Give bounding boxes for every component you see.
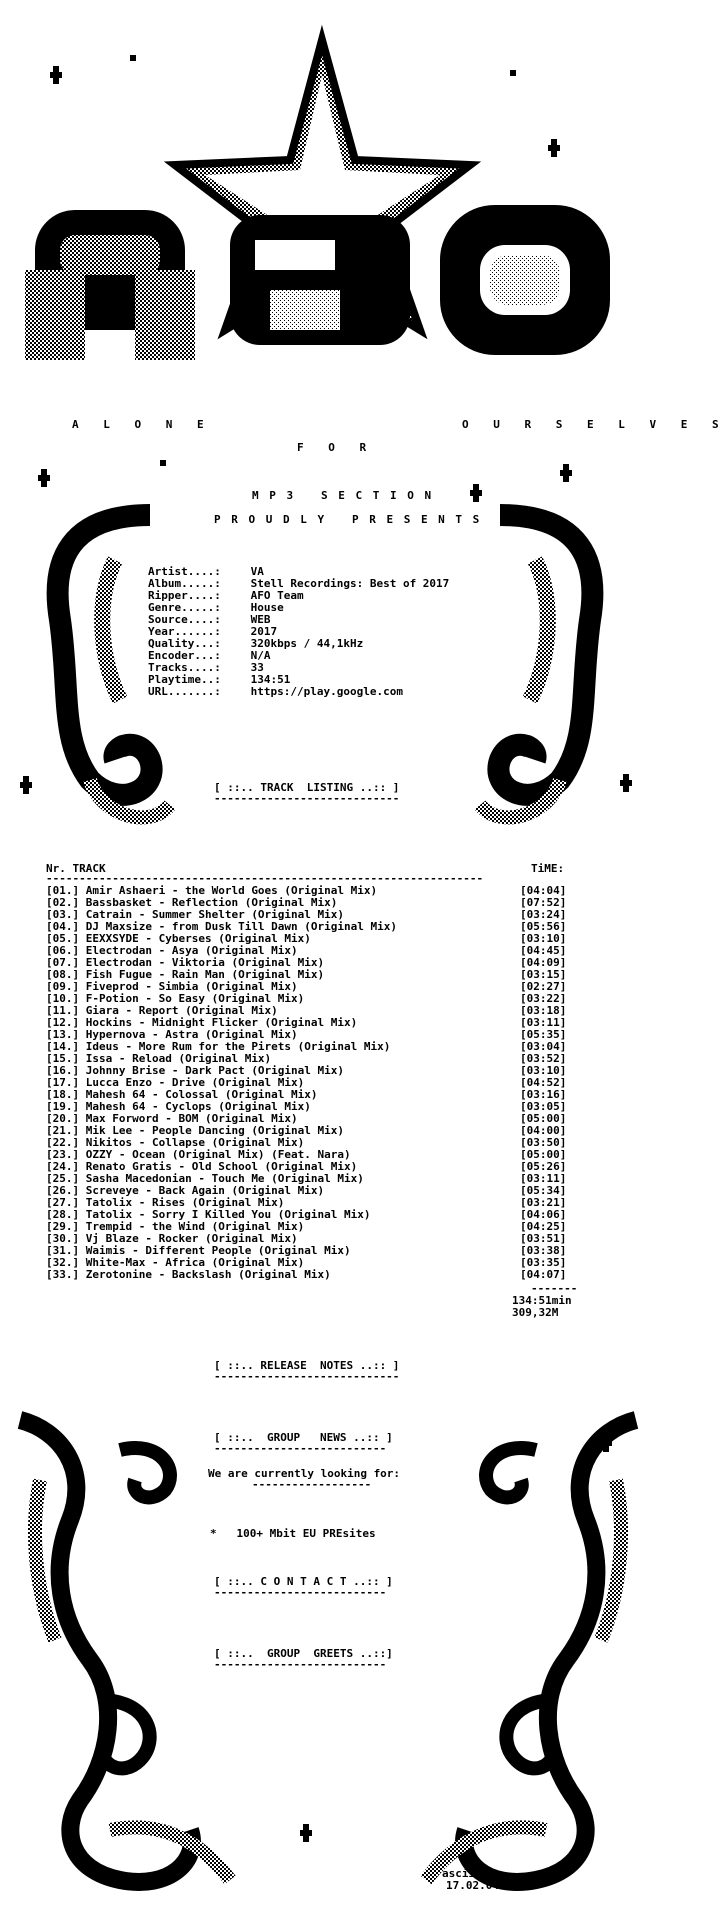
looking-for-underline: ------------------ bbox=[252, 1478, 372, 1491]
col-nr-track: Nr. TRACK bbox=[46, 862, 106, 875]
track-time: [04:09] bbox=[520, 956, 567, 969]
track-number: [31.] bbox=[46, 1244, 80, 1257]
track-time: [05:35] bbox=[520, 1028, 567, 1041]
track-name: Max Forword - BOM (Original Mix) bbox=[85, 1112, 298, 1125]
info-value: VA bbox=[250, 565, 264, 578]
art-date: 17.02.04 bbox=[446, 1879, 499, 1892]
track-number: [08.] bbox=[46, 968, 80, 981]
track-number: [26.] bbox=[46, 1184, 80, 1197]
total-size: 309,32M bbox=[512, 1306, 559, 1319]
track-number: [01.] bbox=[46, 884, 80, 897]
track-number: [10.] bbox=[46, 992, 80, 1005]
table-row bbox=[46, 1269, 580, 1281]
news-item-presites: * 100+ Mbit EU PREsites bbox=[210, 1527, 376, 1540]
track-time: [03:10] bbox=[520, 932, 567, 945]
track-time: [03:18] bbox=[520, 1004, 567, 1017]
track-name: Waimis - Different People (Original Mix) bbox=[85, 1244, 351, 1257]
info-value: 134:51 bbox=[250, 673, 291, 686]
track-time: [03:15] bbox=[520, 968, 567, 981]
track-listing-heading: [ ::.. TRACK LISTING ..:: ] bbox=[214, 781, 400, 794]
info-value: 320kbps / 44,1kHz bbox=[250, 637, 364, 650]
track-name: EEXXSYDE - Cyberses (Original Mix) bbox=[85, 932, 311, 945]
track-name: OZZY - Ocean (Original Mix) (Feat. Nara) bbox=[85, 1148, 351, 1161]
track-time: [04:45] bbox=[520, 944, 567, 957]
track-number: [28.] bbox=[46, 1208, 80, 1221]
track-number: [03.] bbox=[46, 908, 80, 921]
track-time: [03:51] bbox=[520, 1232, 567, 1245]
info-value: N/A bbox=[250, 649, 271, 662]
track-name: Catrain - Summer Shelter (Original Mix) bbox=[85, 908, 345, 921]
track-name: Sasha Macedonian - Touch Me (Original Mix) bbox=[85, 1172, 364, 1185]
track-name: Giara - Report (Original Mix) bbox=[85, 1004, 278, 1017]
group-news-heading: [ ::.. GROUP NEWS ..:: ] bbox=[214, 1431, 393, 1444]
track-time: [03:38] bbox=[520, 1244, 567, 1257]
track-number: [32.] bbox=[46, 1256, 80, 1269]
track-name: DJ Maxsize - from Dusk Till Dawn (Original Mix) bbox=[85, 920, 398, 933]
track-number: [25.] bbox=[46, 1172, 80, 1185]
track-number: [16.] bbox=[46, 1064, 80, 1077]
info-key: Source....: bbox=[148, 613, 221, 626]
info-value: WEB bbox=[250, 613, 271, 626]
afo-letters bbox=[25, 205, 610, 360]
track-time: [04:25] bbox=[520, 1220, 567, 1233]
track-name: White-Max - Africa (Original Mix) bbox=[85, 1256, 305, 1269]
track-number: [17.] bbox=[46, 1076, 80, 1089]
track-name: Tatolix - Sorry I Killed You (Original Mix) bbox=[85, 1208, 371, 1221]
track-number: [23.] bbox=[46, 1148, 80, 1161]
release-info bbox=[148, 566, 449, 698]
info-row bbox=[148, 686, 449, 698]
track-number: [13.] bbox=[46, 1028, 80, 1041]
track-name: Johnny Brise - Dark Pact (Original Mix) bbox=[85, 1064, 345, 1077]
track-number: [04.] bbox=[46, 920, 80, 933]
track-name: Lucca Enzo - Drive (Original Mix) bbox=[85, 1076, 305, 1089]
track-name: Trempid - the Wind (Original Mix) bbox=[85, 1220, 305, 1233]
info-value: House bbox=[250, 601, 284, 614]
track-time: [04:00] bbox=[520, 1124, 567, 1137]
info-key: Year......: bbox=[148, 625, 221, 638]
track-name: Ideus - More Rum for the Pirets (Original Mix) bbox=[85, 1040, 391, 1053]
track-time: [03:24] bbox=[520, 908, 567, 921]
track-number: [33.] bbox=[46, 1268, 80, 1281]
track-time: [04:06] bbox=[520, 1208, 567, 1221]
track-time: [03:04] bbox=[520, 1040, 567, 1053]
logo-word-alone: A L O N E bbox=[72, 418, 213, 431]
track-name: Issa - Reload (Original Mix) bbox=[85, 1052, 272, 1065]
track-time: [03:50] bbox=[520, 1136, 567, 1149]
logo-word-ourselves: O U R S E L V E S bbox=[462, 418, 728, 431]
info-value: AFO Team bbox=[250, 589, 304, 602]
track-name: Zerotonine - Backslash (Original Mix) bbox=[85, 1268, 331, 1281]
track-name: Electrodan - Viktoria (Original Mix) bbox=[85, 956, 325, 969]
track-time: [03:11] bbox=[520, 1172, 567, 1185]
track-name: Electrodan - Asya (Original Mix) bbox=[85, 944, 298, 957]
track-time: [03:52] bbox=[520, 1052, 567, 1065]
info-key: Genre.....: bbox=[148, 601, 221, 614]
ascii-credit: ascii.afo bbox=[442, 1867, 502, 1880]
track-name: Tatolix - Rises (Original Mix) bbox=[85, 1196, 285, 1209]
info-key: Album.....: bbox=[148, 577, 221, 590]
info-key: URL.......: bbox=[148, 685, 221, 698]
info-value: 33 bbox=[250, 661, 264, 674]
info-key: Quality...: bbox=[148, 637, 221, 650]
track-number: [20.] bbox=[46, 1112, 80, 1125]
release-notes-heading: [ ::.. RELEASE NOTES ..:: ] bbox=[214, 1359, 400, 1372]
track-number: [30.] bbox=[46, 1232, 80, 1245]
col-time: TiME: bbox=[531, 862, 565, 875]
track-table bbox=[46, 885, 580, 1281]
track-name: Mahesh 64 - Cyclops (Original Mix) bbox=[85, 1100, 311, 1113]
table-rule: ------------------------------------------------------------------ bbox=[46, 872, 484, 885]
contact-underline: -------------------------- bbox=[214, 1586, 387, 1599]
track-number: [19.] bbox=[46, 1100, 80, 1113]
track-time: [05:34] bbox=[520, 1184, 567, 1197]
track-number: [24.] bbox=[46, 1160, 80, 1173]
info-value: Stell Recordings: Best of 2017 bbox=[250, 577, 450, 590]
track-name: Vj Blaze - Rocker (Original Mix) bbox=[85, 1232, 298, 1245]
info-key: Playtime..: bbox=[148, 673, 221, 686]
info-key: Tracks....: bbox=[148, 661, 221, 674]
track-number: [11.] bbox=[46, 1004, 80, 1017]
track-time: [03:22] bbox=[520, 992, 567, 1005]
info-key: Ripper....: bbox=[148, 589, 221, 602]
track-time: [03:35] bbox=[520, 1256, 567, 1269]
group-news-underline: -------------------------- bbox=[214, 1442, 387, 1455]
track-number: [06.] bbox=[46, 944, 80, 957]
track-name: Fiveprod - Simbia (Original Mix) bbox=[85, 980, 298, 993]
total-rule: ------- bbox=[531, 1282, 578, 1295]
track-number: [21.] bbox=[46, 1124, 80, 1137]
track-title bbox=[46, 1269, 520, 1281]
track-name: Nikitos - Collapse (Original Mix) bbox=[85, 1136, 305, 1149]
greets-underline: -------------------------- bbox=[214, 1658, 387, 1671]
track-number: [14.] bbox=[46, 1040, 80, 1053]
track-name: Bassbasket - Reflection (Original Mix) bbox=[85, 896, 338, 909]
track-number: [22.] bbox=[46, 1136, 80, 1149]
contact-heading: [ ::.. C O N T A C T ..:: ] bbox=[214, 1575, 393, 1588]
presents-title: P R O U D L Y P R E S E N T S bbox=[214, 513, 482, 526]
track-number: [07.] bbox=[46, 956, 80, 969]
track-name: Fish Fugue - Rain Man (Original Mix) bbox=[85, 968, 325, 981]
track-number: [18.] bbox=[46, 1088, 80, 1101]
track-name: Amir Ashaeri - the World Goes (Original Mix) bbox=[85, 884, 378, 897]
info-value: 2017 bbox=[250, 625, 278, 638]
track-name: Mik Lee - People Dancing (Original Mix) bbox=[85, 1124, 345, 1137]
total-time: 134:51min bbox=[512, 1294, 572, 1307]
track-time: [02:27] bbox=[520, 980, 567, 993]
track-listing-underline: ---------------------------- bbox=[214, 792, 400, 805]
track-name: Screveye - Back Again (Original Mix) bbox=[85, 1184, 325, 1197]
track-time: [05:56] bbox=[520, 920, 567, 933]
track-number: [15.] bbox=[46, 1052, 80, 1065]
track-time: [05:26] bbox=[520, 1160, 567, 1173]
track-number: [05.] bbox=[46, 932, 80, 945]
track-time: [03:16] bbox=[520, 1088, 567, 1101]
track-time: [03:21] bbox=[520, 1196, 567, 1209]
track-time: [03:10] bbox=[520, 1064, 567, 1077]
info-key: Artist....: bbox=[148, 565, 221, 578]
looking-for-text: We are currently looking for: bbox=[208, 1467, 401, 1480]
track-time: [04:07] bbox=[520, 1268, 567, 1281]
logo-word-for: F O R bbox=[297, 441, 376, 454]
track-time: [03:05] bbox=[520, 1100, 567, 1113]
track-time: [05:00] bbox=[520, 1148, 567, 1161]
info-key: Encoder...: bbox=[148, 649, 221, 662]
track-number: [27.] bbox=[46, 1196, 80, 1209]
release-notes-underline: ---------------------------- bbox=[214, 1370, 400, 1383]
greets-heading: [ ::.. GROUP GREETS ..::] bbox=[214, 1647, 393, 1660]
track-time: [04:52] bbox=[520, 1076, 567, 1089]
track-time: [07:52] bbox=[520, 896, 567, 909]
track-name: Mahesh 64 - Colossal (Original Mix) bbox=[85, 1088, 318, 1101]
track-name: Renato Gratis - Old School (Original Mix) bbox=[85, 1160, 358, 1173]
track-number: [09.] bbox=[46, 980, 80, 993]
track-time: [03:11] bbox=[520, 1016, 567, 1029]
track-number: [02.] bbox=[46, 896, 80, 909]
track-time: [04:04] bbox=[520, 884, 567, 897]
track-name: Hockins - Midnight Flicker (Original Mix) bbox=[85, 1016, 358, 1029]
track-name: Hypernova - Astra (Original Mix) bbox=[85, 1028, 298, 1041]
section-title: M P 3 S E C T I O N bbox=[252, 489, 434, 502]
track-number: [29.] bbox=[46, 1220, 80, 1233]
info-value: https://play.google.com bbox=[250, 685, 403, 698]
track-time: [05:00] bbox=[520, 1112, 567, 1125]
track-number: [12.] bbox=[46, 1016, 80, 1029]
track-name: F-Potion - So Easy (Original Mix) bbox=[85, 992, 305, 1005]
